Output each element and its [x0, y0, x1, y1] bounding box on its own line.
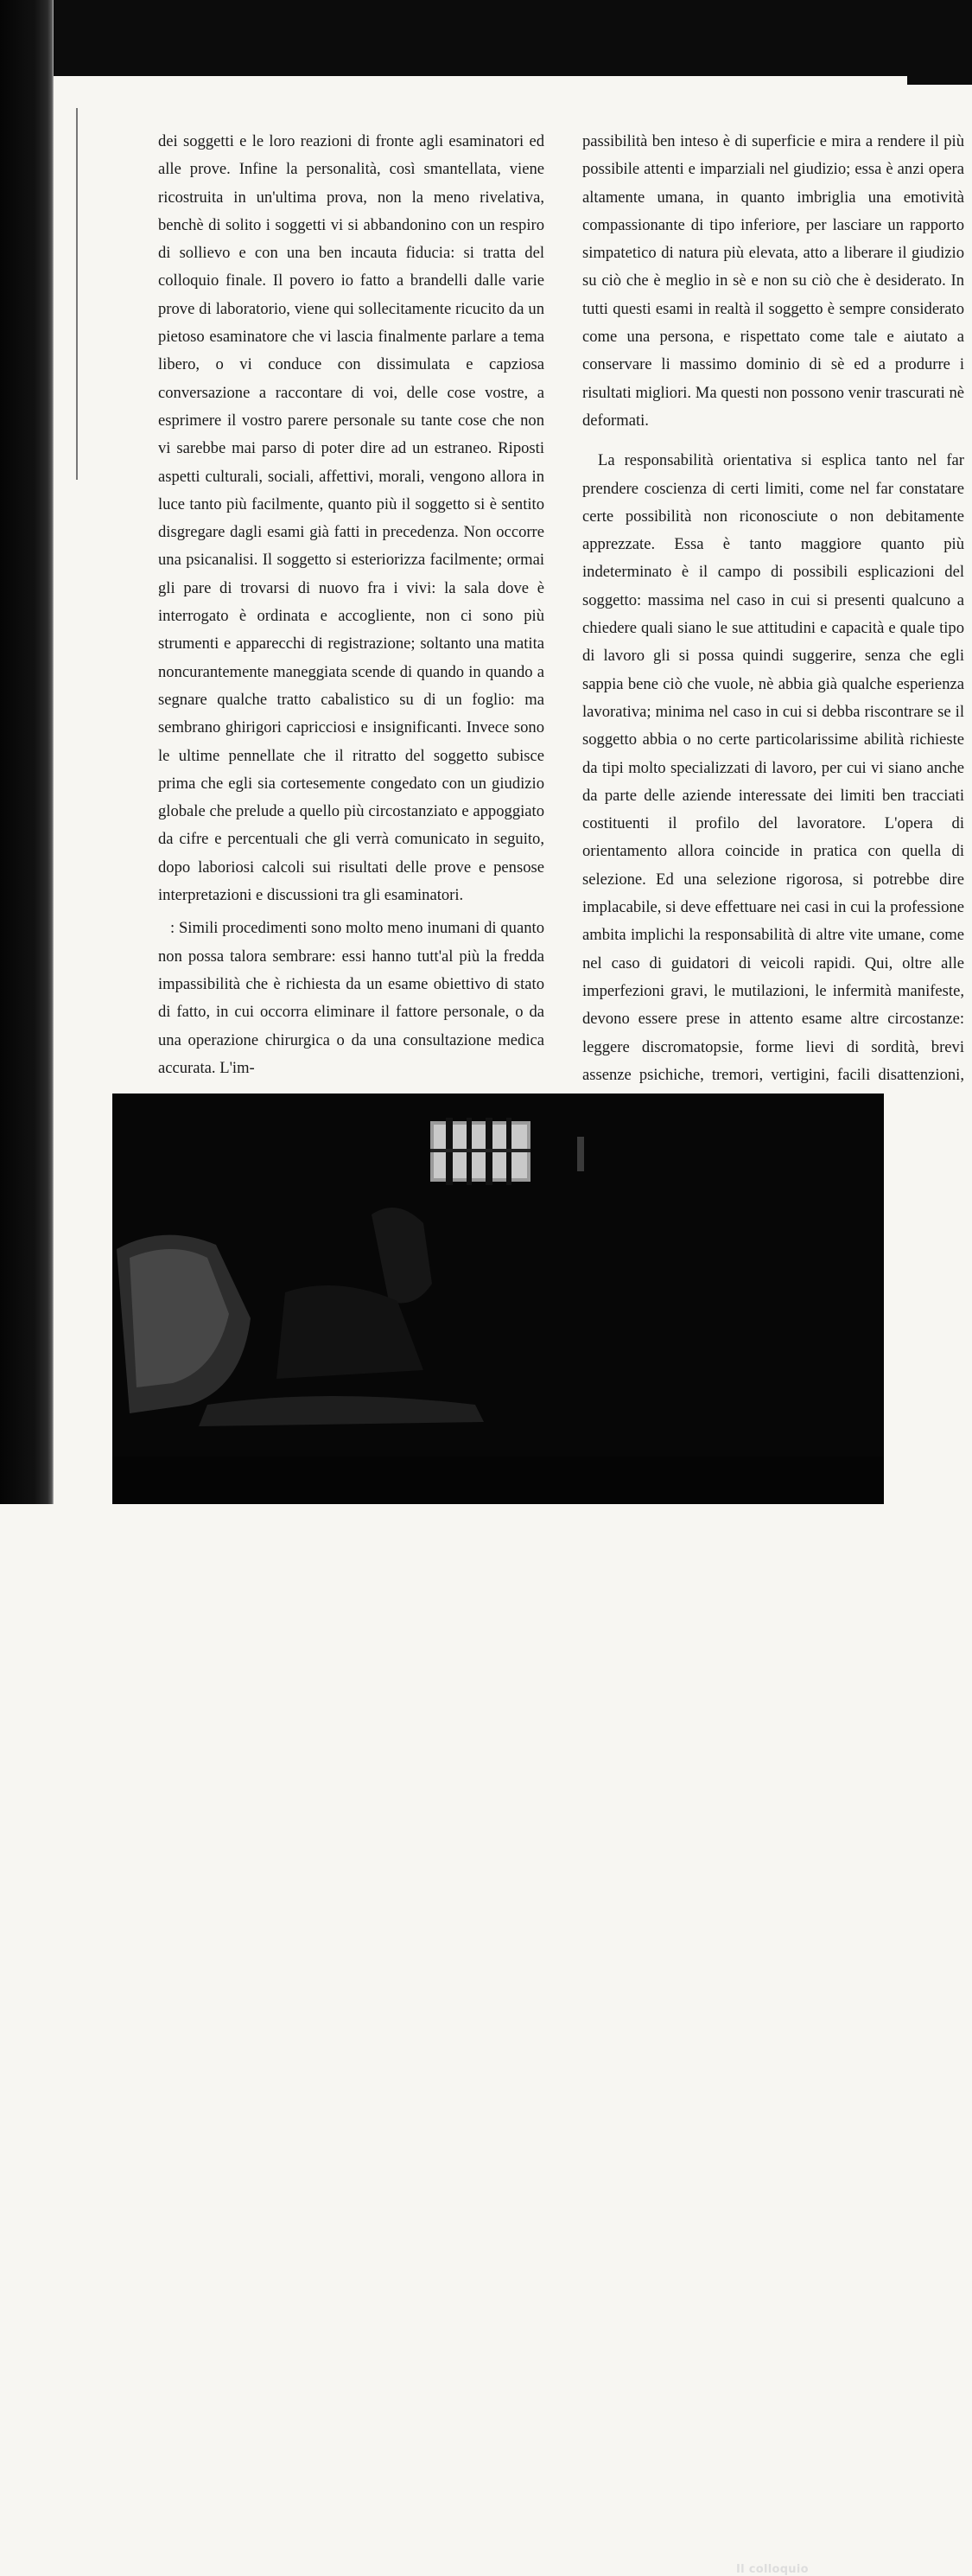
- photo-scene: [112, 1094, 884, 1504]
- photo-caption: Il colloquio: [736, 2563, 809, 2576]
- paragraph: : Simili procedimenti sono molto meno inumani di quanto non possa talora sembrare: essi hanno tutt'al più la fredda impassibilità che è richiesta da un esame obiettivo di stato di fatto, in cui occorra eliminare il fattore personale, o da una operazione chirurgica o da una consultazione medica accurata. L'im-: [158, 919, 544, 1077]
- scan-left-edge: [0, 0, 54, 1504]
- gutter-rule: [76, 108, 78, 480]
- top-band-edge: [907, 73, 972, 85]
- paragraph: passibilità ben inteso è di superficie e mira a rendere il più possibile attenti e imparziali nel giudizio; essa è anzi opera altamente umana, in quanto imbriglia una emotività compassionante di tipo inferiore, per lasciare un rapporto simpatetico di natura più elevata, atto a liberare il giudizio su ciò che è meglio in sè e non su ciò che è desiderato. In tutti questi esami in realtà il soggetto è sempre considerato come una persona, e rispettato come tale e aiutato a conservare li massimo dominio di sè ed a produrre i risultati migliori. Ma questi non possono venir trascurati nè deformati.: [582, 132, 964, 430]
- interview-photo: [112, 1094, 884, 2576]
- text-column-left: [158, 128, 544, 1082]
- paragraph: La responsabilità orientativa si esplica tanto nel far prendere coscienza di certi limiti, come nel far constatare certe possibilità non riconosciute o non debitamente apprezzate. Essa è tanto maggiore quanto più indeterminato è il campo di possibili esplicazioni del soggetto: massima nel caso in cui si presenti qualcuno a chiedere quali siano le sue attitudini e capacità e quale tipo di lavoro gli si possa quindi suggerire, senza che egli sappia bene ciò che vuole, nè abbia già qualche esperienza lavorativa; minima nel caso in cui si debba riscontrare se il soggetto abbia o no certe particolarissime abilità richieste da tipi molto specializzati di lavoro, per cui vi siano anche da parte delle aziende interessate dei limiti ben tracciati costituenti il profilo del lavoratore. L'opera di orientamento allora coincide in pratica con quella di selezione. Ed una selezione rigorosa, si potrebbe dire implacabile, si deve effettuare nei casi in cui la professione ambita implichi la responsabilità di altre vite umane, come nel caso di guidatori di veicoli rapidi. Qui, oltre alle imperfezioni gravi, le mutilazioni, le infermità manifeste, devono essere prese in attento esame altre circostanze: leggere discromatopsie, forme lievi di sordità, brevi assenze psichiche, tremori, vertigini, facili disattenzioni,: [582, 451, 964, 1084]
- paragraph: dei soggetti e le loro reazioni di fronte agli esaminatori ed alle prove. Infine la personalità, così smantellata, viene ricostruita in un'ultima prova, non la meno rivelativa, benchè di solito i soggetti vi si abbandonino con un respiro di sollievo e con una ben incauta fiducia: si tratta del colloquio finale. Il povero io fatto a brandelli dalle varie prove di laboratorio, viene qui sollecitamente ricucito da un pietoso esaminatore che vi lascia finalmente parlare a tema libero, o vi conduce con dissimulata e capziosa conversazione a raccontare di voi, delle cose vostre, a esprimere il vostro parere personale su tante cose che non vi sarebbe mai parso di poter dire ad un estraneo. Riposti aspetti culturali, sociali, affettivi, morali, vengono allora in luce tanto più facilmente, quanto più il soggetto si è sentito disgregare dagli esami già fatti in precedenza. Non occorre una psicanalisi. Il soggetto si esteriorizza facilmente; ormai gli pare di trovarsi di nuovo fra i vivi: la sala dove è interrogato è ordinata e accogliente, non ci sono più strumenti e apparecchi di registrazione; soltanto una matita noncurantemente maneggiata scende di quando in quando a segnare qualche tratto cabalistico su di un foglio: ma sembrano ghirigori capricciosi e insignificanti. Invece sono le ultime pennellate che il ritratto del soggetto subisce prima che egli sia cortesemente congedato con un giudizio globale che prelude a quello più circostanziato e appoggiato da cifre e percentuali che gli verrà comunicato in seguito, dopo laboriosi calcoli sui risultati delle prove e pensose interpretazioni e discussioni tra gli esaminatori.: [158, 132, 544, 905]
- top-black-band: [0, 0, 972, 76]
- text-column-right: [582, 128, 964, 1117]
